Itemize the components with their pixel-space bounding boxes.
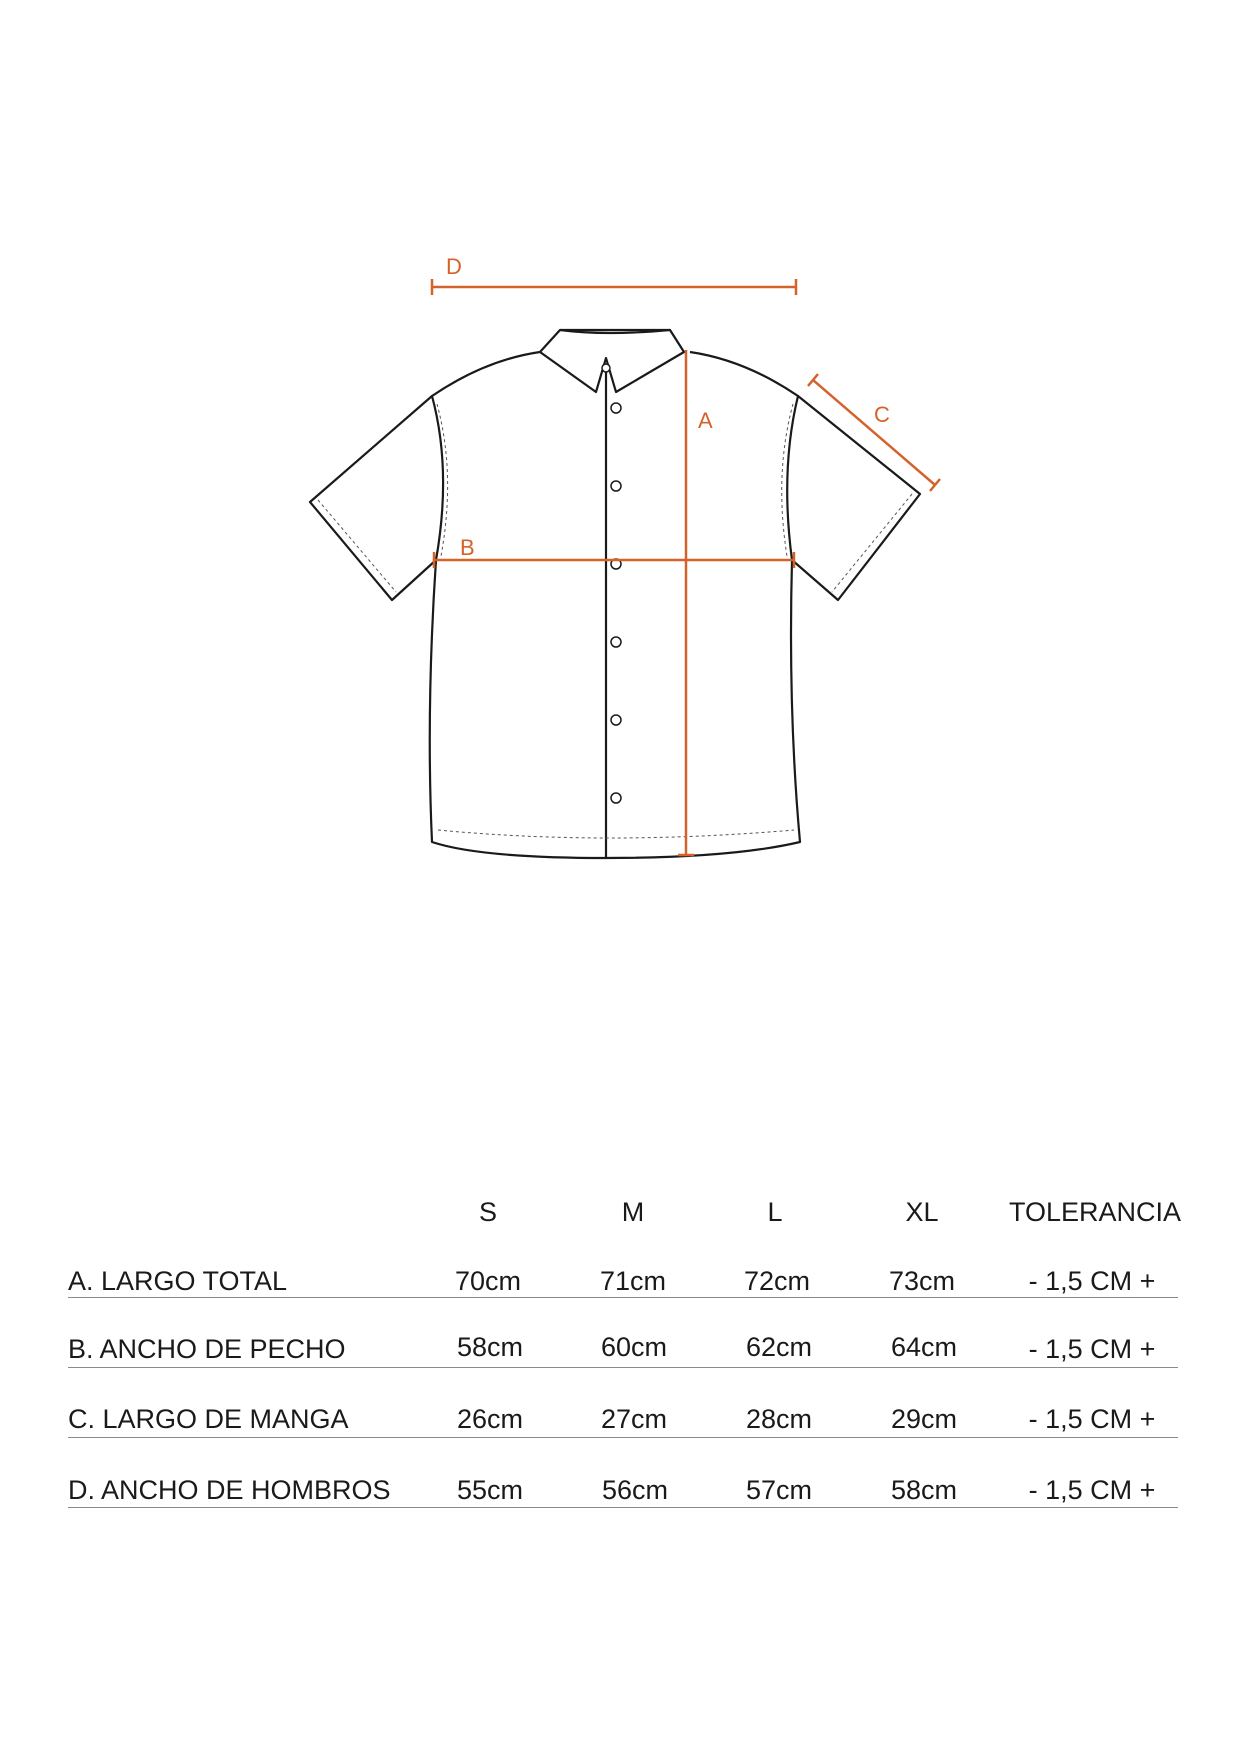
header-m: M <box>621 1197 645 1227</box>
row-divider <box>68 1437 1178 1438</box>
cell-c-xl: 29cm <box>890 1404 958 1434</box>
header-l: L <box>767 1197 783 1227</box>
cell-a-tolerance: - 1,5 CM + <box>1028 1266 1156 1296</box>
header-s: S <box>478 1197 498 1227</box>
measure-labels <box>446 254 890 560</box>
header-xl: XL <box>905 1197 939 1227</box>
row-label-d: D. ANCHO DE HOMBROS <box>68 1475 391 1505</box>
cell-d-l: 57cm <box>745 1475 813 1505</box>
shirt-body <box>430 352 800 858</box>
measure-label-a: A <box>698 408 713 433</box>
row-divider <box>68 1507 1178 1508</box>
button-icon <box>611 637 621 647</box>
cell-c-tolerance: - 1,5 CM + <box>1028 1404 1156 1434</box>
collar-button-icon <box>602 364 610 372</box>
cell-b-tolerance: - 1,5 CM + <box>1028 1334 1156 1364</box>
row-divider <box>68 1297 1178 1298</box>
row-label-b: B. ANCHO DE PECHO <box>68 1334 346 1364</box>
header-tolerance: TOLERANCIA <box>1008 1197 1182 1227</box>
row-label-a: A. LARGO TOTAL <box>68 1266 288 1296</box>
button-icon <box>611 481 621 491</box>
cell-d-xl: 58cm <box>890 1475 958 1505</box>
button-icon <box>611 715 621 725</box>
right-sleeve <box>792 396 920 600</box>
measure-c-line <box>813 380 935 485</box>
cell-d-tolerance: - 1,5 CM + <box>1028 1475 1156 1505</box>
cell-c-l: 28cm <box>745 1404 813 1434</box>
cell-d-s: 55cm <box>456 1475 524 1505</box>
left-sleeve <box>310 396 436 600</box>
button-icon <box>611 403 621 413</box>
cell-d-m: 56cm <box>601 1475 669 1505</box>
cell-b-l: 62cm <box>745 1332 813 1362</box>
cell-b-m: 60cm <box>600 1332 668 1362</box>
buttons <box>602 364 621 803</box>
collar <box>540 330 684 392</box>
measure-label-b: B <box>460 535 475 560</box>
button-icon <box>611 793 621 803</box>
cell-a-l: 72cm <box>743 1266 811 1296</box>
measure-label-c: C <box>874 402 890 427</box>
stitching <box>318 404 912 838</box>
cell-a-xl: 73cm <box>888 1266 956 1296</box>
cell-c-s: 26cm <box>456 1404 524 1434</box>
cell-b-xl: 64cm <box>890 1332 958 1362</box>
cell-a-s: 70cm <box>454 1266 522 1296</box>
cell-a-m: 71cm <box>599 1266 667 1296</box>
row-divider <box>68 1367 1178 1368</box>
measure-label-d: D <box>446 254 462 279</box>
cell-b-s: 58cm <box>456 1332 524 1362</box>
cell-c-m: 27cm <box>600 1404 668 1434</box>
row-label-c: C. LARGO DE MANGA <box>68 1404 349 1434</box>
